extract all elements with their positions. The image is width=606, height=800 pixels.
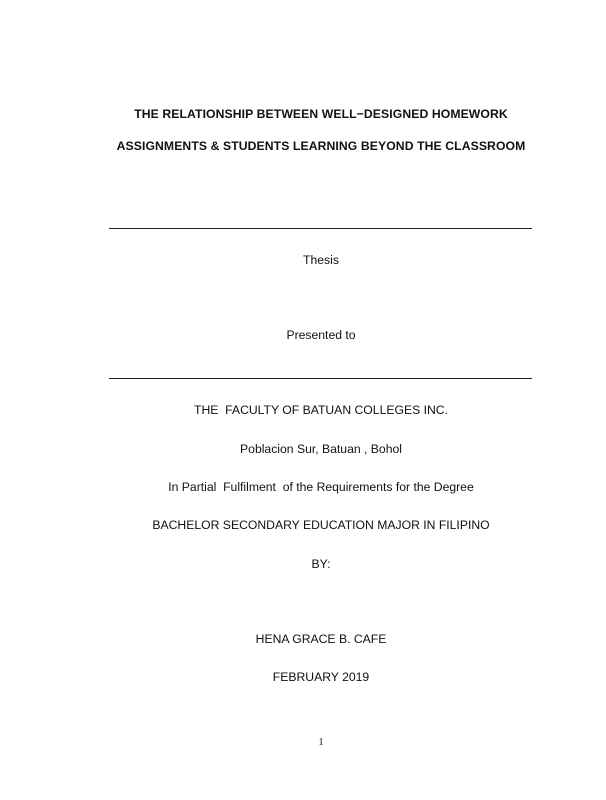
thesis-title-line-1: THE RELATIONSHIP BETWEEN WELL−DESIGNED HOMEWORK <box>134 107 508 121</box>
horizontal-rule-top <box>109 228 532 229</box>
document-type: Thesis <box>303 253 339 267</box>
degree-name: BACHELOR SECONDARY EDUCATION MAJOR IN FILIPINO <box>152 518 490 532</box>
submission-date: FEBRUARY 2019 <box>272 670 370 684</box>
by-label: BY: <box>311 557 331 571</box>
institution-address: Poblacion Sur, Batuan , Bohol <box>240 442 402 456</box>
faculty-name: THE FACULTY OF BATUAN COLLEGES INC. <box>194 403 448 417</box>
page-number: 1 <box>318 737 324 748</box>
horizontal-rule-bottom <box>109 378 532 379</box>
presented-to: Presented to <box>286 328 356 342</box>
thesis-title-line-2: ASSIGNMENTS & STUDENTS LEARNING BEYOND THE CLASSROOM <box>116 139 526 153</box>
author-name: HENA GRACE B. CAFE <box>255 632 387 646</box>
fulfilment-statement: In Partial Fulfilment of the Requirements for the Degree <box>168 480 474 494</box>
